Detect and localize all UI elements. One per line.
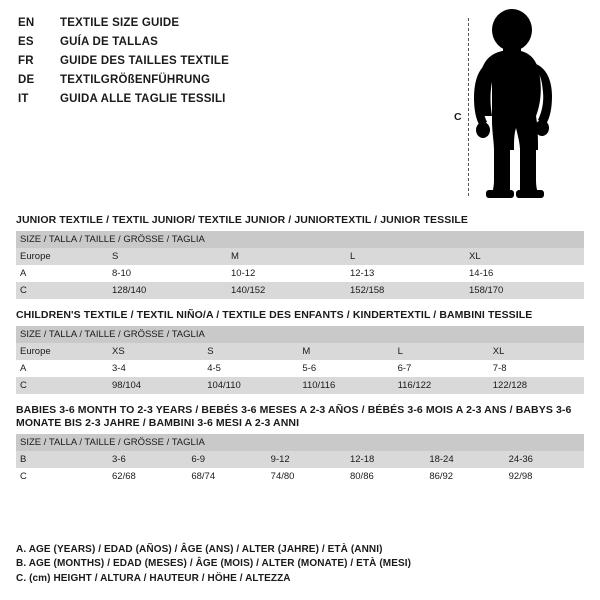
language-title: TEXTILE SIZE GUIDE (60, 17, 180, 29)
cell: S (108, 248, 227, 265)
table-row (16, 265, 584, 282)
table-header-row (16, 434, 584, 451)
section-children (16, 307, 584, 394)
row-label: C (16, 468, 108, 485)
table-header-row (16, 326, 584, 343)
cell: 6-7 (394, 360, 489, 377)
language-code: IT (18, 93, 29, 105)
cell: 152/158 (346, 282, 465, 299)
language-code: EN (18, 17, 35, 29)
cell: 10-12 (227, 265, 346, 282)
section-babies (16, 402, 584, 485)
table-row (16, 377, 584, 394)
language-header (18, 14, 448, 109)
size-tables (16, 212, 584, 493)
cell: 12-13 (346, 265, 465, 282)
cell: 74/80 (267, 468, 346, 485)
cell: 9-12 (267, 451, 346, 468)
row-label: C (16, 377, 108, 394)
language-title: TEXTILGRÖßENFÜHRUNG (60, 74, 211, 86)
height-marker-label: C (454, 111, 462, 123)
cell: 3-4 (108, 360, 203, 377)
cell: 12-18 (346, 451, 425, 468)
cell: 80/86 (346, 468, 425, 485)
table-row (16, 468, 584, 485)
language-row (18, 90, 448, 108)
language-code: FR (18, 55, 34, 67)
row-label: B (16, 451, 108, 468)
row-label: A (16, 265, 108, 282)
cell: 116/122 (394, 377, 489, 394)
row-label: Europe (16, 343, 108, 360)
language-row (18, 14, 448, 32)
cell: L (346, 248, 465, 265)
cell: 104/110 (203, 377, 298, 394)
cell: M (227, 248, 346, 265)
table-row (16, 451, 584, 468)
footnote-age-years: A. AGE (YEARS) / EDAD (AÑOS) / ÂGE (ANS) / ALTER (JAHRE) / ETÀ (ANNI) (16, 543, 383, 555)
footnotes (16, 543, 584, 587)
cell: 7-8 (489, 360, 584, 377)
language-title: GUÍA DE TALLAS (60, 36, 158, 48)
cell: 128/140 (108, 282, 227, 299)
footnote-age-months: B. AGE (MONTHS) / EDAD (MESES) / ÂGE (MOIS) / ALTER (MONATE) / ETÀ (MESI) (16, 558, 412, 569)
language-row (18, 52, 448, 70)
cell: 110/116 (298, 377, 393, 394)
cell: 68/74 (187, 468, 266, 485)
children-size-table (16, 326, 584, 394)
cell: 14-16 (465, 265, 584, 282)
child-silhouette-icon (440, 8, 590, 203)
cell: M (298, 343, 393, 360)
row-label: A (16, 360, 108, 377)
section-title: CHILDREN'S TEXTILE / TEXTIL NIÑO/A / TEXTILE DES ENFANTS / KINDERTEXTIL / BAMBINI TESSILE (16, 309, 533, 321)
row-label: C (16, 282, 108, 299)
language-title: GUIDE DES TAILLES TEXTILE (60, 55, 229, 67)
cell: XS (108, 343, 203, 360)
babies-size-table (16, 434, 584, 485)
language-row (18, 71, 448, 89)
cell: 140/152 (227, 282, 346, 299)
cell: 122/128 (489, 377, 584, 394)
cell: 98/104 (108, 377, 203, 394)
cell: XL (489, 343, 584, 360)
table-header-row (16, 231, 584, 248)
figure-area (440, 8, 590, 203)
cell: XL (465, 248, 584, 265)
table-row (16, 248, 584, 265)
language-code: ES (18, 36, 34, 48)
section-title: BABIES 3-6 MONTH TO 2-3 YEARS / BEBÉS 3-6 MESES A 2-3 AÑOS / BÉBÉS 3-6 MOIS A 2-3 ANS / BABYS 3-6 MONATE BIS 2-3 JAHRE / BAMBINI 3-6 MESI A 2-3 ANNI (16, 404, 572, 429)
cell: 4-5 (203, 360, 298, 377)
cell: 24-36 (505, 451, 584, 468)
cell: S (203, 343, 298, 360)
table-row (16, 343, 584, 360)
cell: 86/92 (425, 468, 504, 485)
footnote-height: C. (cm) HEIGHT / ALTURA / HAUTEUR / HÖHE / ALTEZZA (16, 572, 291, 584)
cell: 92/98 (505, 468, 584, 485)
height-measure-line (468, 18, 469, 196)
language-code: DE (18, 74, 35, 86)
cell: 158/170 (465, 282, 584, 299)
section-junior (16, 212, 584, 299)
cell: 6-9 (187, 451, 266, 468)
table-row (16, 282, 584, 299)
language-title: GUIDA ALLE TAGLIE TESSILI (60, 93, 226, 105)
cell: L (394, 343, 489, 360)
cell: 62/68 (108, 468, 187, 485)
language-row (18, 33, 448, 51)
cell: 8-10 (108, 265, 227, 282)
cell: 5-6 (298, 360, 393, 377)
section-title: JUNIOR TEXTILE / TEXTIL JUNIOR/ TEXTILE JUNIOR / JUNIORTEXTIL / JUNIOR TESSILE (16, 214, 468, 226)
table-header-label: SIZE / TALLA / TAILLE / GRÖSSE / TAGLIA (16, 434, 584, 451)
cell: 3-6 (108, 451, 187, 468)
table-header-label: SIZE / TALLA / TAILLE / GRÖSSE / TAGLIA (16, 231, 584, 248)
junior-size-table (16, 231, 584, 299)
table-row (16, 360, 584, 377)
row-label: Europe (16, 248, 108, 265)
table-header-label: SIZE / TALLA / TAILLE / GRÖSSE / TAGLIA (16, 326, 584, 343)
cell: 18-24 (425, 451, 504, 468)
